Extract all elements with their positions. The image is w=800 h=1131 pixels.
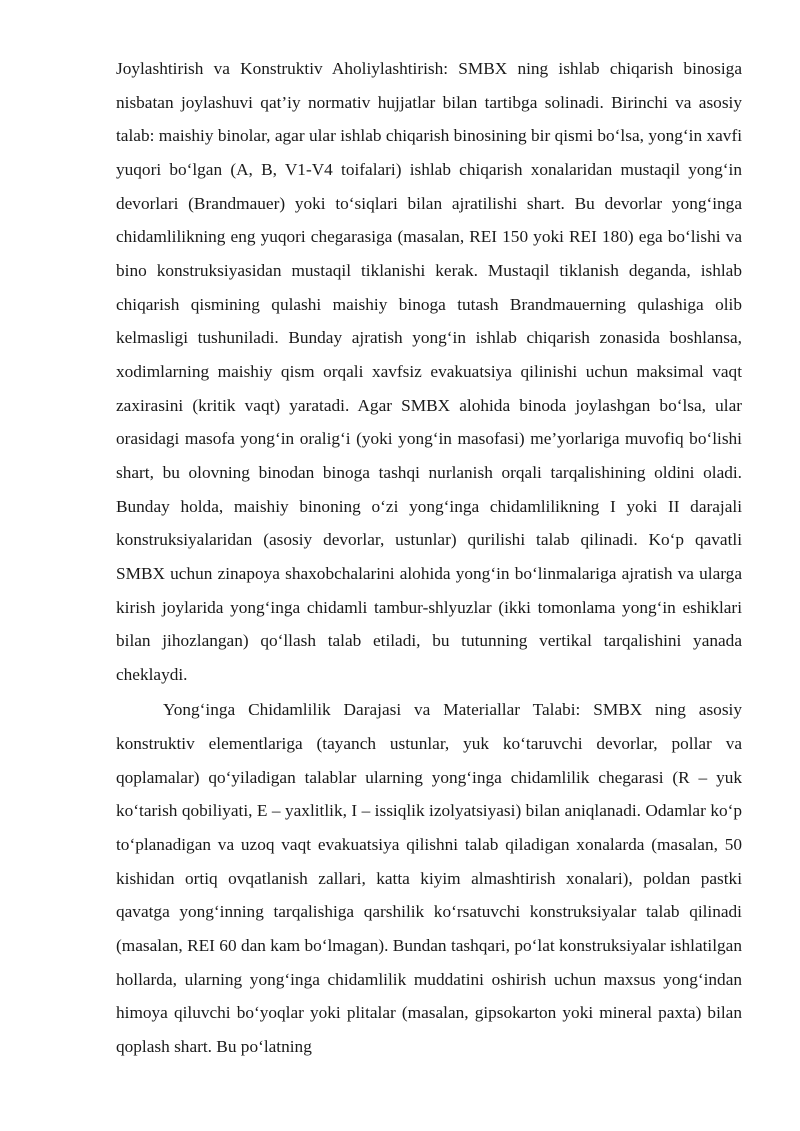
paragraph-placement: Joylashtirish va Konstruktiv Aholiylashtirish: SMBX ning ishlab chiqarish binosiga nisbatan joylashuvi qat’iy normativ hujjatlar bilan tartibga solinadi. Birinchi va asosiy talab: maishiy binolar, agar ular ishlab chiqarish binosining bir qismi bo‘lsa, yong‘in xavfi yuqori bo‘lgan (A, B, V1-V4 toifalari) ishlab chiqarish xonalaridan mustaqil yong‘in devorlari (Brandmauer) yoki to‘siqlari bilan ajratilishi shart. Bu devorlar yong‘inga chidamlilikning eng yuqori chegarasiga (masalan, REI 150 yoki REI 180) ega bo‘lishi va bino konstruksiyasidan mustaqil tiklanishi kerak. Mustaqil tiklanish deganda, ishlab chiqarish qismining qulashi maishiy binoga tutash Brandmauerning qulashiga olib kelmasligi tushuniladi. Bunday ajratish yong‘in ishlab chiqarish zonasida boshlansa, xodimlarning maishiy qism orqali xavfsiz evakuatsiya qilinishi uchun maksimal vaqt zaxirasini (kritik vaqt) yaratadi. Agar SMBX alohida binoda joylashgan bo‘lsa, ular orasidagi masofa yong‘in oralig‘i (yoki yong‘in masofasi) me’yorlariga muvofiq bo‘lishi shart, bu olovning binodan binoga tashqi nurlanish orqali tarqalishining oldini oladi. Bunday holda, maishiy binoning o‘zi yong‘inga chidamlilikning I yoki II darajali konstruksiyalaridan (asosiy devorlar, ustunlar) qurilishi talab qilinadi. Ko‘p qavatli SMBX uchun zinapoya shaxobchalarini alohida yong‘in bo‘linmalariga ajratish va ularga kirish joylarida yong‘inga chidamli tambur-shlyuzlar (ikki tomonlama yong‘in eshiklari bilan jihozlangan) qo‘llash talab etiladi, bu tutunning vertikal tarqalishini yanada cheklaydi.: [116, 59, 742, 684]
paragraph-fire-resistance: Yong‘inga Chidamlilik Darajasi va Materiallar Talabi: SMBX ning asosiy konstruktiv elementlariga (tayanch ustunlar, yuk ko‘taruvchi devorlar, pollar va qoplamalar) qo‘yiladigan talablar ularning yong‘inga chidamlilik chegarasi (R – yuk ko‘tarish qobiliyati, E – yaxlitlik, I – issiqlik izolyatsiyasi) bilan aniqlanadi. Odamlar ko‘p to‘planadigan va uzoq vaqt evakuatsiya qilishni talab qiladigan xonalarda (masalan, 50 kishidan ortiq ovqatlanish zallari, katta kiyim almashtirish xonalari), poldan pastki qavatga yong‘inning tarqalishiga qarshilik ko‘rsatuvchi konstruksiyalar talab qilinadi (masalan, REI 60 dan kam bo‘lmagan). Bundan tashqari, po‘lat konstruksiyalar ishlatilgan hollarda, ularning yong‘inga chidamlilik muddatini oshirish uchun maxsus yong‘indan himoya qiluvchi bo‘yoqlar yoki plitalar (masalan, gipsokarton yoki mineral paxta) bilan qoplash shart. Bu po‘latning: [116, 700, 742, 1057]
document-page: [116, 52, 742, 1064]
